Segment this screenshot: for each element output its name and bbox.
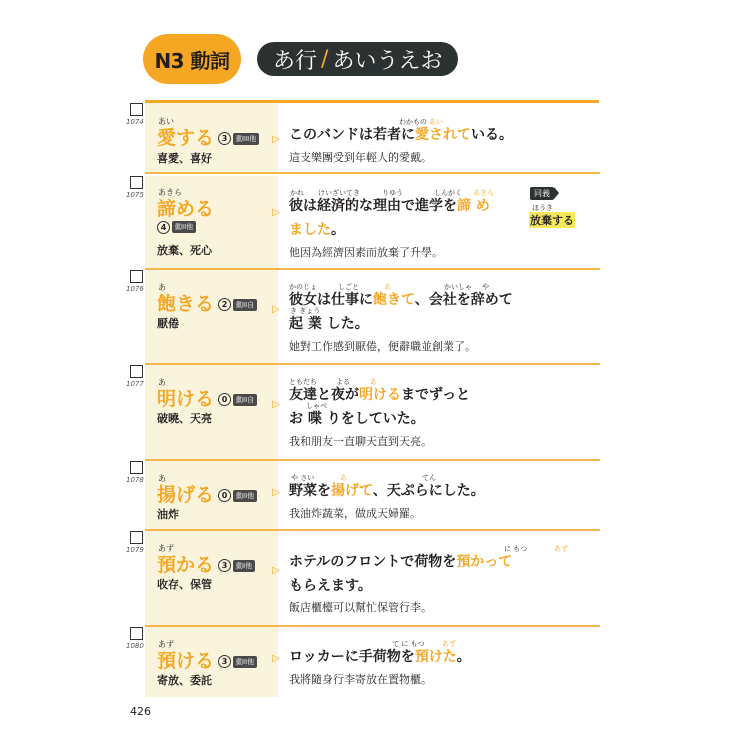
ruby: しごと	[338, 283, 359, 291]
example-sentence-line2: もらえます。	[289, 578, 372, 594]
arrow-icon: ▷	[272, 399, 280, 410]
example-sentence-line2	[289, 219, 345, 239]
example-sentence	[289, 195, 490, 215]
word-text: 預ける	[157, 650, 215, 672]
entry-divider	[145, 172, 600, 174]
word-meaning: 喜愛、喜好	[157, 152, 212, 165]
synonym-reading: ほうき	[532, 204, 553, 212]
sentence-part: までずっと	[401, 387, 471, 403]
vocab-word	[157, 289, 257, 316]
row-label: あ行	[273, 48, 318, 74]
vocab-entry	[120, 531, 600, 627]
vocab-word	[157, 480, 257, 507]
ruby: あい	[429, 118, 443, 126]
word-meaning: 厭倦	[157, 317, 179, 330]
word-text: 明ける	[157, 388, 215, 410]
vocab-entry	[120, 103, 600, 174]
example-sentence	[289, 646, 471, 666]
translation: 他因為經濟因素而放棄了升學。	[289, 246, 443, 259]
entry-number: 1079	[126, 546, 144, 554]
pos-badge: 動II他	[233, 656, 257, 668]
word-reading: あきら	[158, 188, 182, 197]
ruby: や さい	[291, 474, 315, 482]
translation: 我和朋友一直聊天直到天亮。	[289, 435, 432, 448]
pos-badge: 動II他	[172, 221, 196, 233]
sentence-part: 彼は経済的な理由で進学を	[289, 198, 457, 214]
page-header	[143, 34, 458, 84]
row-slash: /	[321, 46, 329, 72]
sentence-part: 。	[456, 649, 471, 665]
arrow-icon: ▷	[272, 565, 280, 576]
entry-checkbox[interactable]	[130, 531, 143, 544]
ruby: あ	[340, 474, 347, 482]
example-sentence	[289, 384, 470, 404]
example-sentence	[289, 551, 512, 571]
sentence-part: 、天ぷらにした。	[372, 483, 485, 499]
entry-number: 1074	[126, 118, 144, 126]
entry-checkbox[interactable]	[130, 365, 143, 378]
word-meaning: 油炸	[157, 508, 179, 521]
entry-number: 1078	[126, 476, 144, 484]
ruby: りゆう	[382, 189, 403, 197]
vocab-word	[157, 123, 259, 150]
word-reading: あず	[158, 640, 174, 649]
pos-badge: 動II他	[233, 490, 257, 502]
sentence-part: ロッカーに手荷物を	[289, 649, 415, 665]
word-reading: あず	[158, 544, 174, 553]
arrow-icon: ▷	[272, 653, 280, 664]
page-number: 426	[130, 705, 151, 718]
ruby: しゃべ	[306, 402, 327, 410]
entry-checkbox[interactable]	[130, 176, 143, 189]
word-reading: あい	[158, 117, 174, 126]
word-reading: あ	[158, 474, 166, 483]
synonym-tag: 同義	[530, 187, 554, 200]
sentence-part: いる。	[471, 127, 513, 143]
entry-number: 1077	[126, 380, 144, 388]
vocab-entry	[120, 270, 600, 365]
ruby: けいざいてき	[318, 189, 360, 197]
entry-number: 1080	[126, 642, 144, 650]
synonym-word: 放棄する	[530, 214, 574, 227]
entry-checkbox[interactable]	[130, 103, 143, 116]
sentence-highlight: 飽きて	[373, 292, 415, 308]
example-sentence	[289, 124, 513, 144]
ruby: あず	[554, 545, 568, 553]
ruby: あ	[370, 378, 377, 386]
pos-badge: 動I他	[233, 560, 255, 572]
translation: 我將隨身行李寄放在置物櫃。	[289, 673, 432, 686]
example-sentence	[289, 289, 513, 309]
example-sentence-line2: お 喋 りをしていた。	[289, 411, 425, 427]
ruby: よる	[336, 378, 350, 386]
sentence-part: 野菜を	[289, 483, 331, 499]
sentence-part: ホテルのフロントで荷物を	[289, 554, 457, 570]
word-meaning: 放棄、死心	[157, 244, 212, 257]
ruby: わかもの	[399, 118, 427, 126]
accent-mark: 2	[218, 298, 231, 311]
entry-number: 1076	[126, 285, 144, 293]
translation: 飯店櫃檯可以幫忙保管行李。	[289, 601, 432, 614]
vocab-word	[157, 550, 255, 577]
accent-mark: 3	[218, 559, 231, 572]
row-kana: あいうえお	[332, 48, 443, 74]
word-meaning: 破曉、天亮	[157, 412, 212, 425]
sentence-highlight: 愛されて	[415, 127, 471, 143]
entry-number: 1075	[126, 191, 144, 199]
accent-mark: 4	[157, 221, 170, 234]
sentence-part: 。	[331, 222, 345, 238]
vocab-entry	[120, 365, 600, 461]
translation: 這支樂團受到年輕人的愛戴。	[289, 151, 432, 164]
pos-badge: 動III他	[233, 133, 259, 145]
accent-mark: 0	[218, 393, 231, 406]
word-reading: あ	[158, 283, 166, 292]
accent-mark: 3	[218, 132, 231, 145]
ruby: あ	[384, 283, 391, 291]
sentence-part: 彼女は仕事に	[289, 292, 373, 308]
arrow-icon: ▷	[272, 487, 280, 498]
translation: 我油炸蔬菜，做成天婦羅。	[289, 507, 421, 520]
sentence-part: 、会社を辞めて	[414, 292, 513, 308]
word-text: 預かる	[157, 554, 215, 576]
ruby: しんがく	[434, 189, 462, 197]
arrow-icon: ▷	[272, 207, 280, 218]
vocab-word	[157, 384, 257, 411]
vocab-entry	[120, 176, 600, 270]
vocab-entry	[120, 461, 600, 531]
word-meaning: 收存、保管	[157, 578, 212, 591]
ruby: き ぎょう	[290, 307, 321, 315]
entry-checkbox[interactable]	[130, 461, 143, 474]
translation: 她對工作感到厭倦，便辭職並創業了。	[289, 340, 476, 353]
ruby: に もつ	[504, 545, 528, 553]
sentence-highlight: ました	[289, 222, 331, 238]
ruby: や	[482, 283, 489, 291]
ruby: て に もつ	[392, 640, 425, 648]
vocab-entry	[120, 627, 600, 697]
level-badge: N3 動詞	[143, 34, 241, 84]
entry-checkbox[interactable]	[130, 627, 143, 640]
word-meaning: 寄放、委託	[157, 674, 212, 687]
word-reading: あ	[158, 378, 166, 387]
sentence-highlight: 預かって	[456, 554, 513, 570]
ruby: かいしゃ	[444, 283, 472, 291]
entry-checkbox[interactable]	[130, 270, 143, 283]
ruby: かのじょ	[289, 283, 317, 291]
kana-row-tab	[257, 42, 458, 76]
word-text: 揚げる	[157, 484, 215, 506]
ruby: あず	[442, 640, 456, 648]
accent-mark: 3	[218, 655, 231, 668]
sentence-highlight: 預けた	[414, 649, 457, 665]
vocab-word	[157, 646, 257, 673]
ruby: てん	[422, 474, 436, 482]
sentence-highlight: 明ける	[359, 387, 401, 403]
arrow-icon: ▷	[272, 304, 280, 315]
ruby: かれ	[290, 189, 304, 197]
sentence-part: このバンドは若者に	[289, 127, 415, 143]
ruby: あきら	[473, 189, 494, 197]
accent-mark: 0	[218, 489, 231, 502]
pos-badge: 動II自	[233, 299, 257, 311]
example-sentence-line2: 起 業 した。	[289, 316, 369, 332]
sentence-part: 友達と夜が	[289, 387, 359, 403]
word-meta	[157, 220, 196, 234]
pos-badge: 動II自	[233, 394, 257, 406]
word-text: 愛する	[157, 127, 215, 149]
sentence-highlight: 揚げて	[331, 483, 373, 499]
arrow-icon: ▷	[272, 134, 280, 145]
word-text: 飽きる	[157, 293, 215, 315]
example-sentence	[289, 480, 485, 500]
ruby: ともだち	[289, 378, 317, 386]
vocab-word: 諦める	[157, 198, 215, 220]
sentence-highlight: 諦 め	[457, 198, 490, 214]
